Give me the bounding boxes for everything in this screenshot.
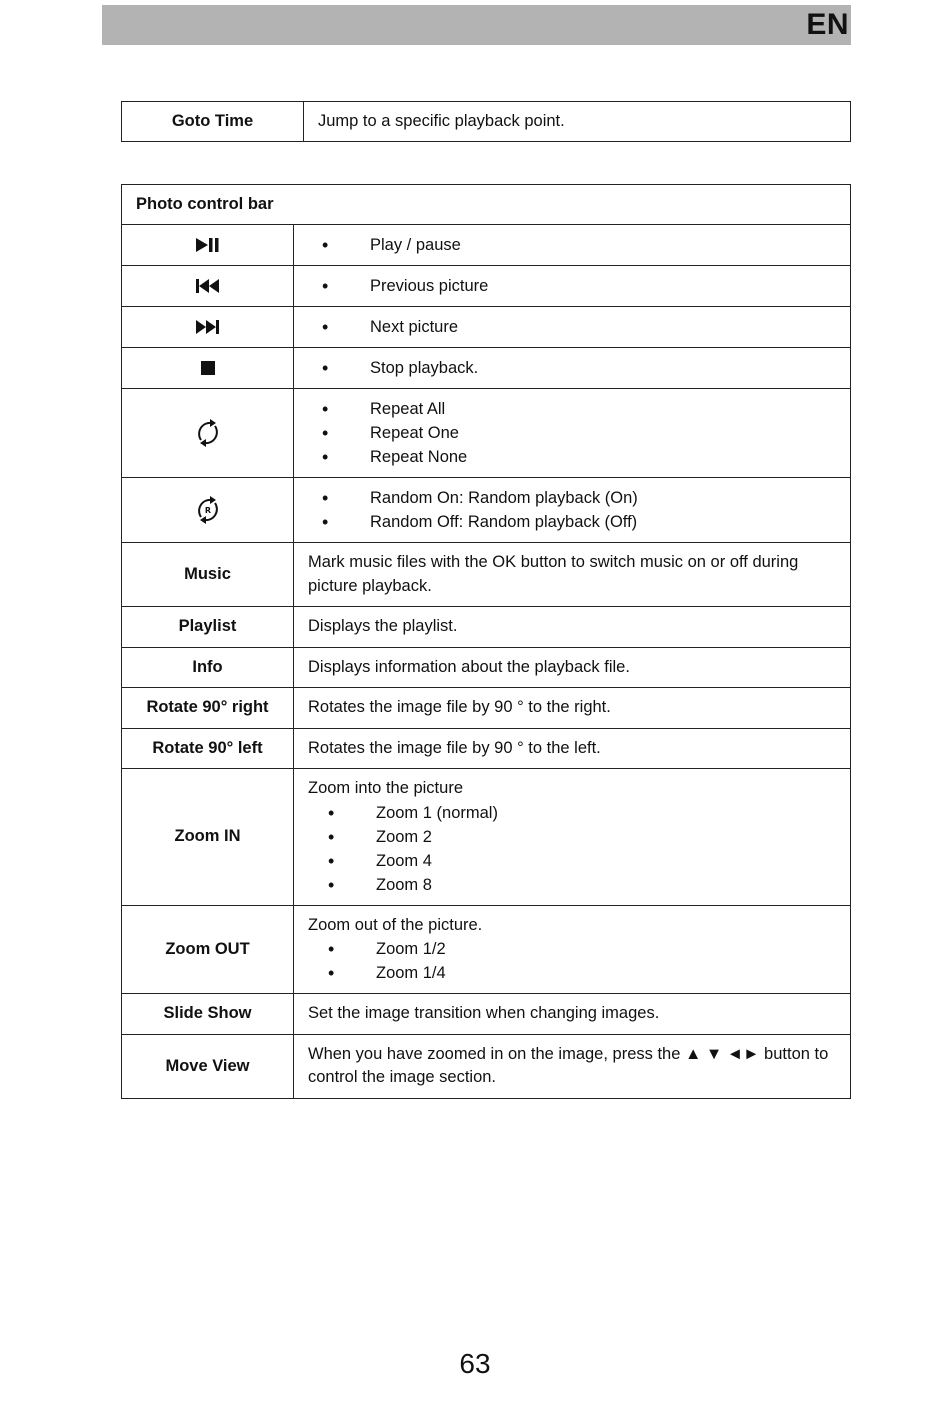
- list-item: • Random On: Random playback (On): [308, 486, 836, 510]
- table-row: [122, 266, 851, 307]
- shuffle-icon: [192, 494, 224, 526]
- list-item: • Zoom 4: [308, 849, 836, 873]
- icon-cell: [122, 478, 294, 543]
- table-row: [122, 348, 851, 389]
- row-label: Slide Show: [122, 994, 294, 1035]
- previous-track-icon: [195, 278, 221, 294]
- row-label: Move View: [122, 1034, 294, 1098]
- row-description: Rotates the image file by 90 ° to the left.: [294, 728, 851, 769]
- table-row: [122, 225, 851, 266]
- table-row: [122, 307, 851, 348]
- list-item: • Next picture: [308, 315, 836, 339]
- table-row: [122, 102, 851, 142]
- row-description: Rotates the image file by 90 ° to the right.: [294, 688, 851, 729]
- row-description: Displays the playlist.: [294, 607, 851, 648]
- row-label: Zoom OUT: [122, 905, 294, 994]
- table-row: [122, 905, 851, 994]
- table-row: [122, 994, 851, 1035]
- repeat-icon: [192, 417, 224, 449]
- row-description: [294, 905, 851, 994]
- photo-control-bar-table: [121, 184, 851, 1099]
- list-item: • Stop playback.: [308, 356, 836, 380]
- list-item: • Repeat One: [308, 421, 836, 445]
- row-label: Rotate 90° right: [122, 688, 294, 729]
- page-number: 63: [459, 1348, 491, 1379]
- icon-description: [294, 478, 851, 543]
- table-row: [122, 688, 851, 729]
- row-label: Rotate 90° left: [122, 728, 294, 769]
- table-row: [122, 478, 851, 543]
- row-description: Jump to a specific playback point.: [304, 102, 851, 142]
- table-row: [122, 769, 851, 906]
- icon-cell: [122, 389, 294, 478]
- list-item: • Zoom 8: [308, 873, 836, 897]
- table-row: [122, 647, 851, 688]
- list-item: • Random Off: Random playback (Off): [308, 510, 836, 534]
- list-item: • Previous picture: [308, 274, 836, 298]
- icon-cell: [122, 348, 294, 389]
- row-label: Playlist: [122, 607, 294, 648]
- icon-description: [294, 307, 851, 348]
- row-description: Displays information about the playback file.: [294, 647, 851, 688]
- list-item: • Zoom 1/2: [308, 937, 836, 961]
- list-item: • Repeat All: [308, 397, 836, 421]
- row-description: When you have zoomed in on the image, press the ▲ ▼ ◄► button to control the image section.: [294, 1034, 851, 1098]
- row-label: Zoom IN: [122, 769, 294, 906]
- row-label: Info: [122, 647, 294, 688]
- play-pause-icon: [195, 237, 221, 253]
- header-bar: [102, 5, 851, 45]
- next-track-icon: [195, 319, 221, 335]
- icon-cell: [122, 266, 294, 307]
- svg-text:R: R: [204, 506, 211, 515]
- list-item: • Zoom 2: [308, 825, 836, 849]
- list-item: • Repeat None: [308, 445, 836, 469]
- icon-description: [294, 348, 851, 389]
- description-intro: Zoom out of the picture.: [308, 915, 483, 934]
- icon-cell: [122, 307, 294, 348]
- row-description: Mark music files with the OK button to switch music on or off during picture playback.: [294, 543, 851, 607]
- row-label: Music: [122, 543, 294, 607]
- table-row: [122, 543, 851, 607]
- table-row: [122, 607, 851, 648]
- icon-description: [294, 266, 851, 307]
- list-item: • Zoom 1 (normal): [308, 801, 836, 825]
- language-code: EN: [806, 8, 849, 41]
- row-description: Set the image transition when changing images.: [294, 994, 851, 1035]
- table-row: [122, 728, 851, 769]
- icon-cell: [122, 225, 294, 266]
- table-caption-row: [122, 185, 851, 225]
- table-row: [122, 389, 851, 478]
- icon-description: [294, 225, 851, 266]
- goto-time-table: [121, 101, 851, 142]
- list-item: • Play / pause: [308, 233, 836, 257]
- list-item: • Zoom 1/4: [308, 961, 836, 985]
- icon-description: [294, 389, 851, 478]
- stop-icon: [200, 360, 216, 376]
- table-row: [122, 1034, 851, 1098]
- row-description: [294, 769, 851, 906]
- table-caption: Photo control bar: [122, 185, 851, 225]
- description-intro: Zoom into the picture: [308, 779, 463, 797]
- row-label: Goto Time: [122, 102, 304, 142]
